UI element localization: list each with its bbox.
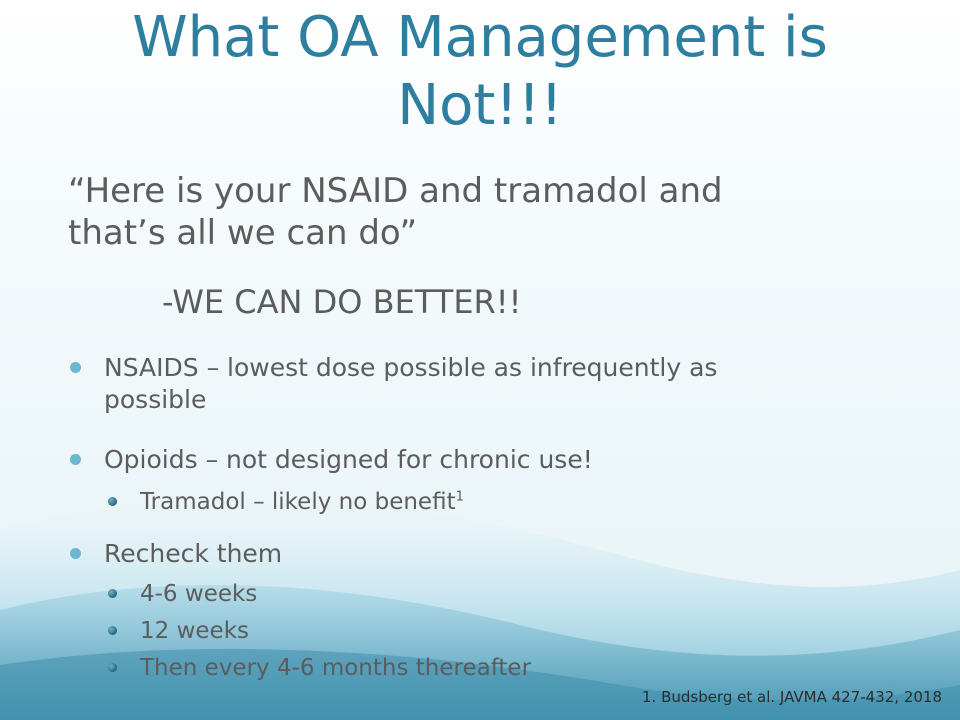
bullet-dot-icon [70, 454, 81, 465]
bullet-dot-icon [70, 548, 81, 559]
sub-bullet-text: 4-6 weeks [140, 581, 258, 607]
bullet-text-line-1: NSAIDS – lowest dose possible as infrequently as [104, 353, 718, 382]
tagline: -WE CAN DO BETTER!! [162, 283, 522, 321]
sub-bullet-label: Tramadol – likely no benefit [140, 489, 456, 515]
slide-title [60, 4, 900, 140]
sub-bullet-dot-icon [108, 589, 117, 598]
sub-bullet-text [140, 488, 464, 516]
sub-bullet-text: 12 weeks [140, 618, 249, 644]
slide-title-line-2: Not!!! [397, 73, 563, 138]
quote-line-1: “Here is your NSAID and tramadol and [68, 171, 723, 211]
sub-bullet-text: Then every 4-6 months thereafter [140, 655, 532, 681]
quote-text [68, 170, 908, 254]
bullet-text-line-1: Recheck them [104, 539, 283, 568]
bullet-text [104, 352, 804, 416]
sub-bullet-dot-icon [108, 497, 117, 506]
footnote-marker: 1 [455, 489, 464, 505]
sub-bullet-dot-icon [108, 626, 117, 635]
slide-title-line-1: What OA Management is [132, 5, 828, 70]
sub-bullet-dot-icon [108, 663, 117, 672]
bullet-text-line-1: Opioids – not designed for chronic use! [104, 445, 593, 474]
bullet-text-line-2: possible [104, 385, 207, 414]
citation-footnote: 1. Budsberg et al. JAVMA 427-432, 2018 [641, 688, 942, 706]
quote-line-2: that’s all we can do” [68, 213, 418, 253]
bullet-text [104, 444, 804, 476]
bullet-dot-icon [70, 362, 81, 373]
bullet-text [104, 538, 804, 570]
